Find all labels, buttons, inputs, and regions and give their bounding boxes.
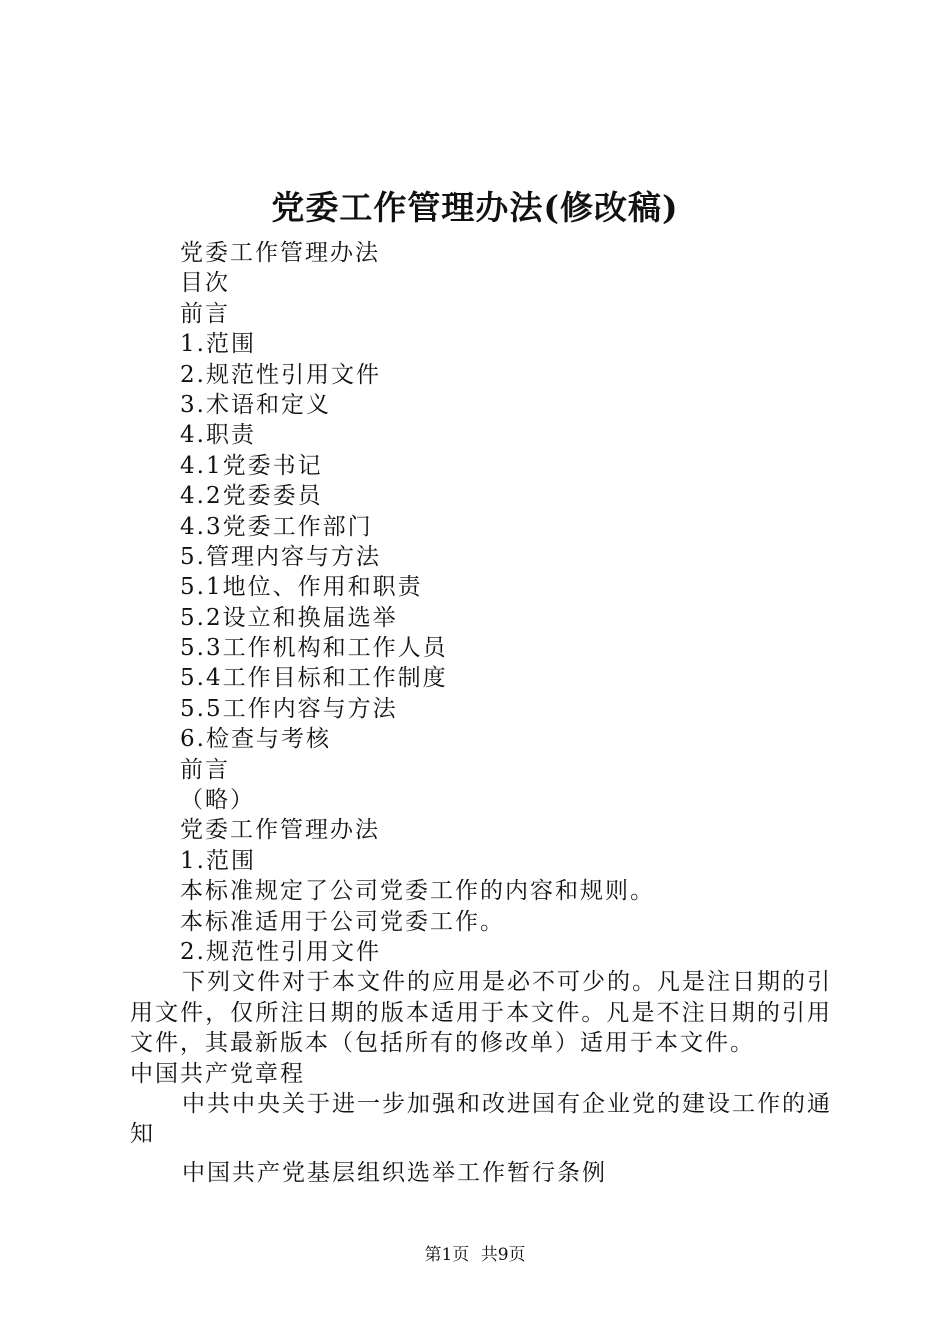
ref-item: 中国共产党基层组织选举工作暂行条例 <box>182 1159 607 1186</box>
section-heading: 2.规范性引用文件 <box>180 938 381 965</box>
toc-line: 前言 <box>180 300 230 327</box>
toc-line: 3.术语和定义 <box>180 391 331 418</box>
document-title: 党委工作管理办法(修改稿) <box>271 188 679 227</box>
body-line: 本标准规定了公司党委工作的内容和规则。 <box>180 878 655 905</box>
page-number: 第1页 <box>424 1245 470 1265</box>
page-footer <box>0 1244 950 1266</box>
toc-line: 4.3党委工作部门 <box>180 513 373 540</box>
toc-line: 4.1党委书记 <box>180 452 323 479</box>
toc-line: 5.2设立和换届选举 <box>180 604 398 631</box>
toc-line: 党委工作管理办法 <box>180 240 380 266</box>
section-heading: 前言 <box>180 756 230 783</box>
ref-item: 中共中央关于进一步加强和改进国有企业党的建设工作的通知 <box>130 1090 832 1148</box>
toc-line: 6.检查与考核 <box>180 726 331 753</box>
section-heading: 1.范围 <box>180 847 256 874</box>
spacer <box>130 1150 832 1158</box>
body-line: 本标准适用于公司党委工作。 <box>180 908 505 935</box>
refs-paragraph: 下列文件对于本文件的应用是必不可少的。凡是注日期的引用文件，仅所注日期的版本适用于本文件。凡是不注日期的引用文件，其最新版本（包括所有的修改单）适用于本文件。 <box>130 969 832 1057</box>
page-total: 共9页 <box>480 1245 526 1265</box>
toc-line: 5.4工作目标和工作制度 <box>180 665 448 692</box>
section-heading: 党委工作管理办法 <box>180 817 380 844</box>
toc-line: 4.职责 <box>180 422 256 449</box>
toc-line: 1.范围 <box>180 331 256 358</box>
toc-line: 目次 <box>180 270 230 297</box>
toc-line: 5.管理内容与方法 <box>180 543 381 570</box>
ref-item: 中国共产党章程 <box>130 1060 305 1087</box>
toc-line: 5.1地位、作用和职责 <box>180 574 423 601</box>
toc-line: 5.5工作内容与方法 <box>180 695 398 722</box>
toc-line: 4.2党委委员 <box>180 483 323 510</box>
document-body <box>130 238 832 1188</box>
body-line: （略） <box>180 787 255 814</box>
toc-line: 5.3工作机构和工作人员 <box>180 635 448 662</box>
toc-line: 2.规范性引用文件 <box>180 361 381 388</box>
